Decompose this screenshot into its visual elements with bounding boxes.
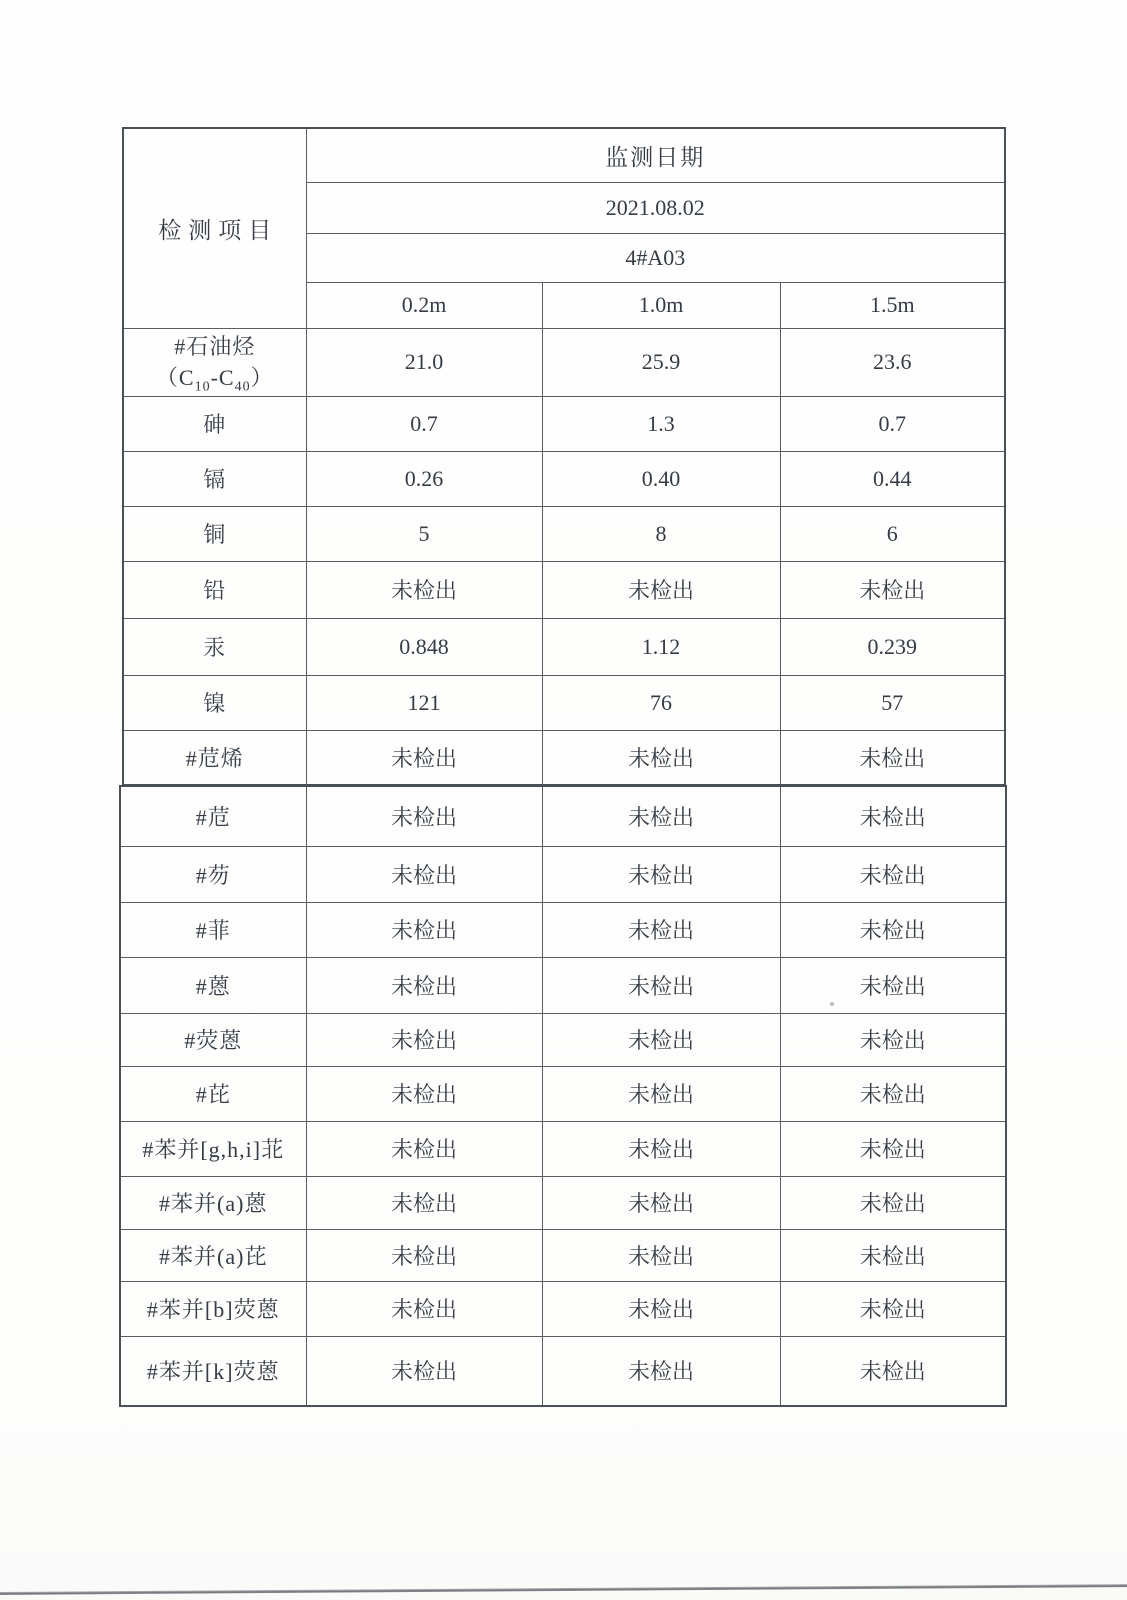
- scan-speck: [830, 1002, 834, 1006]
- row-label-nickel: 镍: [123, 675, 306, 730]
- depth-header-0.2m: 0.2m: [306, 282, 542, 328]
- row-label-lead: 铅: [123, 561, 306, 618]
- value-cell: 未检出: [306, 561, 542, 618]
- formula-part: ）: [250, 365, 274, 390]
- value-cell: 未检出: [780, 902, 1006, 957]
- row-label-benzo-b-fluoranthene: #苯并[b]荧蒽: [120, 1281, 306, 1336]
- row-label-mercury: 汞: [123, 618, 306, 675]
- value-cell: 未检出: [780, 846, 1006, 902]
- table-row: [120, 957, 1006, 1013]
- row-label-phenanthrene: #菲: [120, 902, 306, 957]
- analyte-formula: [124, 362, 306, 393]
- row-label-benzo-a-pyrene: #苯并(a)芘: [120, 1229, 306, 1281]
- value-cell: 未检出: [780, 1013, 1006, 1066]
- table-row: [120, 1066, 1006, 1121]
- value-cell: 未检出: [306, 730, 542, 785]
- row-label-fluoranthene: #荧蒽: [120, 1013, 306, 1066]
- formula-subscript: 40: [234, 379, 251, 395]
- formula-part: -C: [210, 365, 235, 390]
- table-row: [120, 1121, 1006, 1176]
- table-section-bottom: [119, 785, 1007, 1407]
- value-cell: 未检出: [306, 1336, 542, 1406]
- table-row: [123, 561, 1005, 618]
- table-row: [120, 1229, 1006, 1281]
- formula-subscript: 10: [194, 379, 211, 395]
- value-cell: 未检出: [780, 1336, 1006, 1406]
- value-cell: 6: [780, 506, 1005, 561]
- formula-part: （C: [155, 365, 195, 390]
- table-row: [120, 1176, 1006, 1229]
- value-cell: 未检出: [542, 1066, 780, 1121]
- row-label-cadmium: 镉: [123, 451, 306, 506]
- value-cell: 0.44: [780, 451, 1005, 506]
- row-label-fluorene: #芴: [120, 846, 306, 902]
- value-cell: 0.848: [306, 618, 542, 675]
- date-value: 2021.08.02: [306, 182, 1005, 233]
- table-row: [120, 902, 1006, 957]
- value-cell: 未检出: [306, 1176, 542, 1229]
- row-label-pyrene: #芘: [120, 1066, 306, 1121]
- row-label-anthracene: #蒽: [120, 957, 306, 1013]
- value-cell: 未检出: [542, 1121, 780, 1176]
- monitor-date-header: 监测日期: [306, 128, 1005, 182]
- value-cell: 未检出: [306, 1066, 542, 1121]
- table-row: [123, 328, 1005, 396]
- value-cell: 未检出: [542, 957, 780, 1013]
- value-cell: 23.6: [780, 328, 1005, 396]
- value-cell: 未检出: [780, 1066, 1006, 1121]
- value-cell: 57: [780, 675, 1005, 730]
- table-row: [123, 396, 1005, 451]
- value-cell: 未检出: [306, 1229, 542, 1281]
- value-cell: 8: [542, 506, 780, 561]
- value-cell: 0.239: [780, 618, 1005, 675]
- scan-page-edge-line: [0, 1584, 1127, 1595]
- value-cell: 76: [542, 675, 780, 730]
- row-label-acenaphthylene: #苊烯: [123, 730, 306, 785]
- value-cell: 0.7: [780, 396, 1005, 451]
- value-cell: 未检出: [542, 902, 780, 957]
- value-cell: 未检出: [542, 1281, 780, 1336]
- table-row: [123, 128, 1005, 182]
- value-cell: 未检出: [780, 1281, 1006, 1336]
- row-label-benzo-a-anthracene: #苯并(a)蒽: [120, 1176, 306, 1229]
- value-cell: 未检出: [780, 1176, 1006, 1229]
- table-row: [123, 506, 1005, 561]
- table-row: [123, 730, 1005, 785]
- value-cell: 未检出: [780, 786, 1006, 846]
- value-cell: 25.9: [542, 328, 780, 396]
- value-cell: 未检出: [542, 1176, 780, 1229]
- table-row: [123, 451, 1005, 506]
- table-row: [120, 786, 1006, 846]
- table-row: [120, 1336, 1006, 1406]
- value-cell: 未检出: [542, 1336, 780, 1406]
- depth-header-1.5m: 1.5m: [780, 282, 1005, 328]
- value-cell: 未检出: [306, 1013, 542, 1066]
- value-cell: 未检出: [542, 730, 780, 785]
- value-cell: 1.12: [542, 618, 780, 675]
- row-label-benzo-k-fluoranthene: #苯并[k]荧蒽: [120, 1336, 306, 1406]
- value-cell: 0.7: [306, 396, 542, 451]
- analyte-name: #石油烃: [174, 334, 256, 359]
- value-cell: 未检出: [306, 786, 542, 846]
- value-cell: 1.3: [542, 396, 780, 451]
- table-row: [123, 618, 1005, 675]
- value-cell: 未检出: [306, 846, 542, 902]
- row-label-copper: 铜: [123, 506, 306, 561]
- monitoring-results-table: [122, 127, 1007, 1407]
- table-row: [120, 846, 1006, 902]
- value-cell: 121: [306, 675, 542, 730]
- depth-header-1.0m: 1.0m: [542, 282, 780, 328]
- value-cell: 未检出: [542, 1229, 780, 1281]
- value-cell: 0.26: [306, 451, 542, 506]
- value-cell: 未检出: [542, 561, 780, 618]
- value-cell: 0.40: [542, 451, 780, 506]
- value-cell: 5: [306, 506, 542, 561]
- value-cell: 未检出: [780, 561, 1005, 618]
- table-row: [120, 1281, 1006, 1336]
- value-cell: 未检出: [542, 786, 780, 846]
- value-cell: 未检出: [780, 1229, 1006, 1281]
- table-row: [123, 675, 1005, 730]
- sample-id: 4#A03: [306, 233, 1005, 282]
- item-column-header: 检测项目: [123, 128, 306, 328]
- value-cell: 未检出: [780, 957, 1006, 1013]
- value-cell: 未检出: [542, 1013, 780, 1066]
- value-cell: 未检出: [306, 1121, 542, 1176]
- value-cell: 未检出: [780, 1121, 1006, 1176]
- value-cell: 21.0: [306, 328, 542, 396]
- value-cell: 未检出: [306, 1281, 542, 1336]
- value-cell: 未检出: [306, 902, 542, 957]
- table-row: [120, 1013, 1006, 1066]
- row-label-petroleum-hydrocarbons: [123, 328, 306, 396]
- value-cell: 未检出: [542, 846, 780, 902]
- value-cell: 未检出: [306, 957, 542, 1013]
- row-label-benzo-ghi-perylene: #苯并[g,h,i]苝: [120, 1121, 306, 1176]
- table-section-top: [122, 127, 1006, 786]
- row-label-acenaphthene: #苊: [120, 786, 306, 846]
- row-label-arsenic: 砷: [123, 396, 306, 451]
- value-cell: 未检出: [780, 730, 1005, 785]
